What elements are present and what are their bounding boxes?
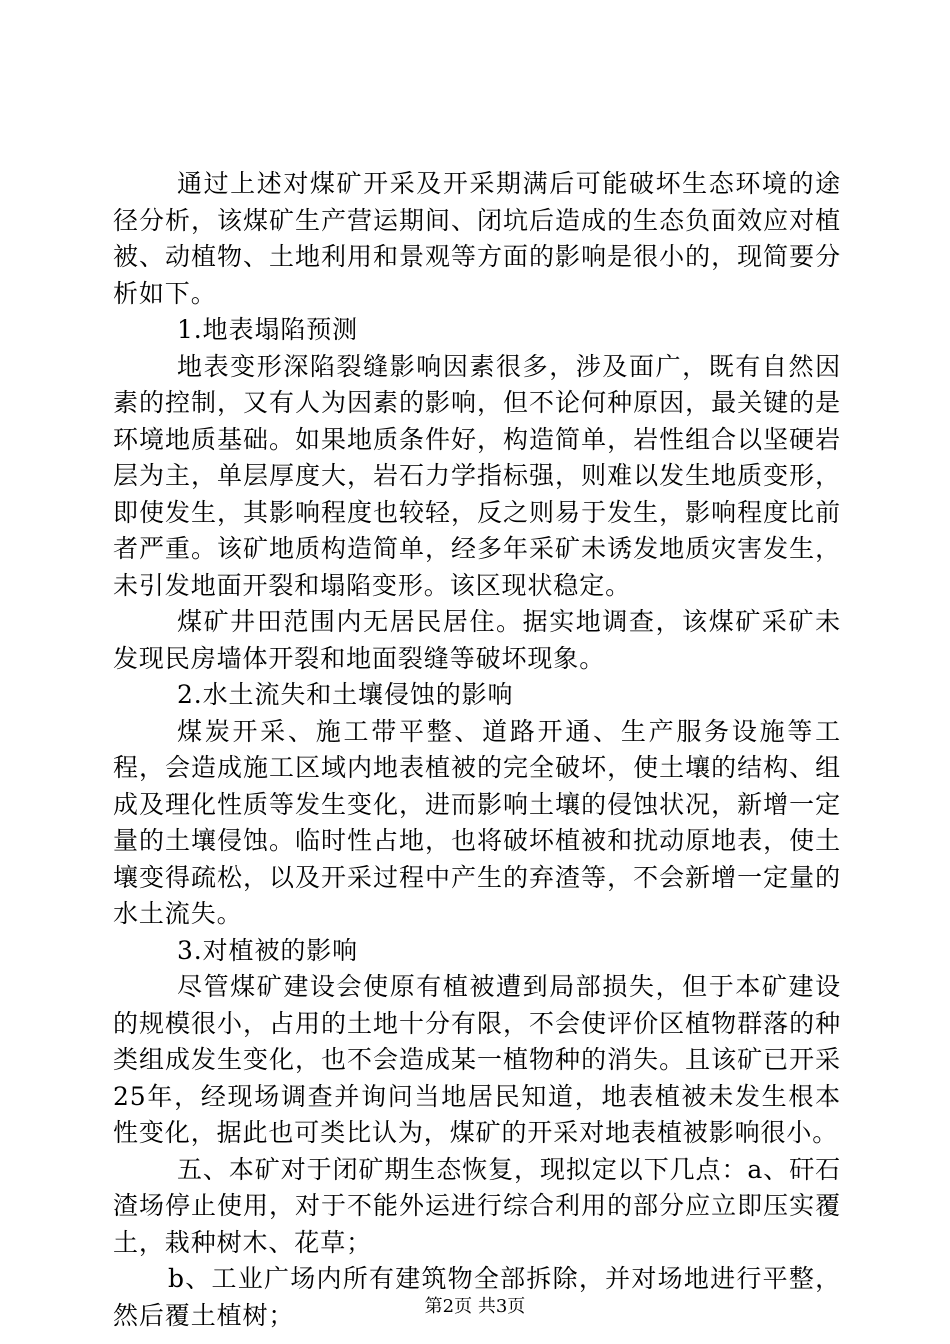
paragraph-intro: 通过上述对煤矿开采及开采期满后可能破坏生态环境的途径分析，该煤矿生产营运期间、闭坑后造成的生态负面效应对植被、动植物、土地利用和景观等方面的影响是很小的，现简要分析如下。 — [113, 169, 841, 308]
section-heading-soil-erosion: 2.水土流失和土壤侵蚀的影响 — [177, 680, 514, 709]
document-body — [113, 166, 841, 1334]
paragraph-soil-erosion: 煤炭开采、施工带平整、道路开通、生产服务设施等工程，会造成施工区域内地表植被的完全破坏，使土壤的结构、组成及理化性质等发生变化，进而影响土壤的侵蚀状况，新增一定量的土壤侵蚀。临时性占地，也将破坏植被和扰动原地表，使土壤变得疏松，以及开采过程中产生的弃渣等，不会新增一定量的水土流失。 — [113, 716, 841, 928]
section-heading-surface-subsidence: 1.地表塌陷预测 — [177, 315, 359, 344]
paragraph-subsidence-analysis: 地表变形深陷裂缝影响因素很多，涉及面广，既有自然因素的控制，又有人为因素的影响，但不论何种原因，最关键的是环境地质基础。如果地质条件好，构造简单，岩性组合以坚硬岩层为主，单层厚度大，岩石力学指标强，则难以发生地质变形，即使发生，其影响程度也较轻，反之则易于发生，影响程度比前者严重。该矿地质构造简单，经多年采矿未诱发地质灾害发生，未引发地面开裂和塌陷变形。该区现状稳定。 — [113, 351, 841, 600]
section-heading-vegetation: 3.对植被的影响 — [177, 935, 359, 965]
paragraph-vegetation: 尽管煤矿建设会使原有植被遭到局部损失，但于本矿建设的规模很小，占用的土地十分有限，不会使评价区植物群落的种类组成发生变化，也不会造成某一植物种的消失。且该矿已开采25年，经现场调查并询问当地居民知道，地表植被未发生根本性变化，据此也可类比认为，煤矿的开采对地表植被影响很小。 — [113, 972, 841, 1147]
page-number-footer: 第2页 共3页 — [424, 1296, 526, 1317]
paragraph-building-demolition: b、工业广场内所有建筑物全部拆除，并对场地进行平整，然后覆土植树； — [113, 1264, 841, 1330]
paragraph-residents-survey: 煤矿井田范围内无居民居住。据实地调查，该煤矿采矿未发现民房墙体开裂和地面裂缝等破坏现象。 — [113, 607, 841, 673]
paragraph-closure-restoration: 五、本矿对于闭矿期生态恢复，现拟定以下几点：a、矸石渣场停止使用，对于不能外运进行综合利用的部分应立即压实覆土，栽种树木、花草； — [113, 1154, 841, 1257]
